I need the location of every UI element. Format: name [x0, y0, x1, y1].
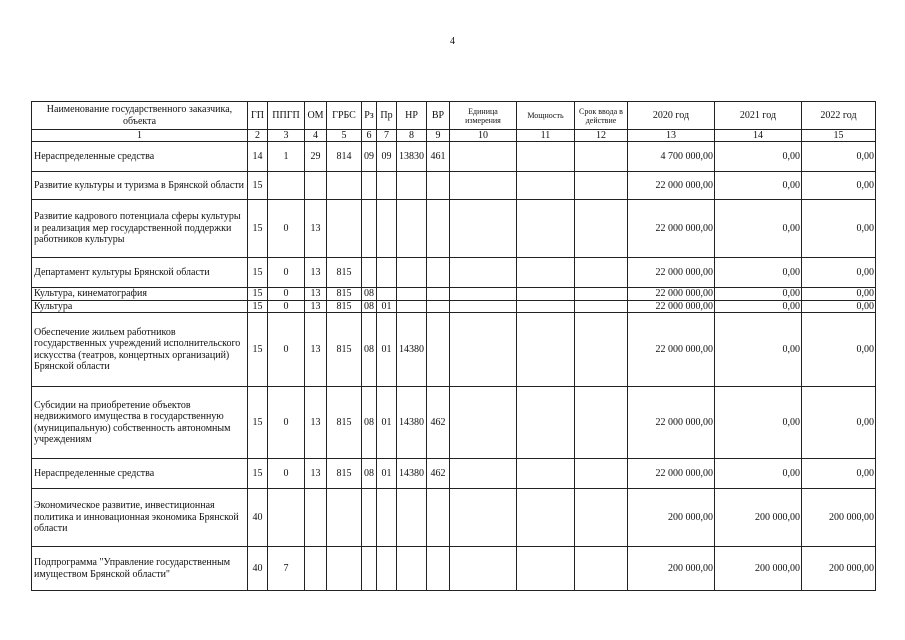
cell-ppgp: 0	[268, 313, 305, 387]
cell-vr	[427, 200, 450, 258]
cell-pr: 01	[377, 313, 397, 387]
cell-grbs: 815	[327, 300, 362, 313]
row-name: Обеспечение жильем работников государственных учреждений исполнительского искусства (театров, концертных организаций) Брянской области	[32, 313, 248, 387]
cell-commissioning	[575, 200, 628, 258]
table-row	[32, 489, 876, 547]
cell-2020: 22 000 000,00	[628, 459, 715, 489]
cell-2021: 0,00	[715, 459, 802, 489]
column-number: 6	[362, 130, 377, 142]
cell-rz: 08	[362, 313, 377, 387]
cell-2021: 0,00	[715, 258, 802, 288]
row-name: Субсидии на приобретение объектов недвижимого имущества в государственную (муниципальную) собственность автономным учреждениям	[32, 387, 248, 459]
header-vr: ВР	[427, 102, 450, 130]
page-number: 4	[450, 36, 455, 47]
cell-vr	[427, 313, 450, 387]
cell-commissioning	[575, 142, 628, 172]
cell-vr: 462	[427, 459, 450, 489]
cell-unit	[450, 459, 517, 489]
row-name: Развитие кадрового потенциала сферы культуры и реализация мер государственной поддержки работников культуры	[32, 200, 248, 258]
header-om: ОМ	[305, 102, 327, 130]
cell-2020: 22 000 000,00	[628, 313, 715, 387]
cell-om: 13	[305, 313, 327, 387]
header-ppgp: ППГП	[268, 102, 305, 130]
cell-om: 13	[305, 387, 327, 459]
column-number: 10	[450, 130, 517, 142]
cell-gp: 14	[248, 142, 268, 172]
row-name: Нераспределенные средства	[32, 142, 248, 172]
cell-rz: 09	[362, 142, 377, 172]
cell-pr: 09	[377, 142, 397, 172]
cell-2021: 200 000,00	[715, 489, 802, 547]
cell-gp: 15	[248, 258, 268, 288]
column-number: 14	[715, 130, 802, 142]
cell-commissioning	[575, 489, 628, 547]
cell-ppgp: 0	[268, 459, 305, 489]
row-name: Подпрограмма "Управление государственным имуществом Брянской области"	[32, 547, 248, 591]
cell-2022: 0,00	[802, 387, 876, 459]
table-row	[32, 387, 876, 459]
cell-om: 13	[305, 288, 327, 301]
cell-2022: 0,00	[802, 459, 876, 489]
header-2021: 2021 год	[715, 102, 802, 130]
cell-gp: 15	[248, 300, 268, 313]
cell-2021: 0,00	[715, 288, 802, 301]
cell-pr: 01	[377, 459, 397, 489]
cell-ppgp: 0	[268, 387, 305, 459]
cell-nr: 13830	[397, 142, 427, 172]
cell-unit	[450, 313, 517, 387]
cell-commissioning	[575, 300, 628, 313]
cell-rz	[362, 547, 377, 591]
header-row	[32, 102, 876, 130]
cell-om	[305, 489, 327, 547]
cell-gp: 15	[248, 200, 268, 258]
cell-2022: 0,00	[802, 300, 876, 313]
cell-grbs	[327, 200, 362, 258]
cell-capacity	[517, 142, 575, 172]
cell-om: 13	[305, 459, 327, 489]
cell-unit	[450, 258, 517, 288]
cell-pr	[377, 489, 397, 547]
header-2022: 2022 год	[802, 102, 876, 130]
header-capacity: Мощность	[517, 102, 575, 130]
column-number: 8	[397, 130, 427, 142]
cell-grbs	[327, 172, 362, 200]
cell-2021: 200 000,00	[715, 547, 802, 591]
cell-rz: 08	[362, 387, 377, 459]
cell-nr	[397, 300, 427, 313]
cell-grbs: 815	[327, 387, 362, 459]
cell-rz: 08	[362, 288, 377, 301]
cell-2020: 4 700 000,00	[628, 142, 715, 172]
cell-ppgp: 7	[268, 547, 305, 591]
cell-om	[305, 547, 327, 591]
column-number: 5	[327, 130, 362, 142]
cell-unit	[450, 200, 517, 258]
cell-2021: 0,00	[715, 313, 802, 387]
table-row	[32, 313, 876, 387]
cell-grbs	[327, 489, 362, 547]
header-commissioning: Срок ввода в действие	[575, 102, 628, 130]
cell-pr	[377, 258, 397, 288]
header-name: Наименование государственного заказчика, объекта	[32, 102, 248, 130]
cell-om: 13	[305, 200, 327, 258]
cell-pr: 01	[377, 387, 397, 459]
table-row	[32, 142, 876, 172]
cell-2021: 0,00	[715, 200, 802, 258]
cell-gp: 40	[248, 547, 268, 591]
table-row	[32, 258, 876, 288]
table-row	[32, 172, 876, 200]
cell-ppgp	[268, 172, 305, 200]
cell-om: 29	[305, 142, 327, 172]
cell-vr	[427, 300, 450, 313]
column-number: 9	[427, 130, 450, 142]
cell-grbs: 815	[327, 459, 362, 489]
cell-rz	[362, 489, 377, 547]
cell-2022: 0,00	[802, 313, 876, 387]
cell-ppgp: 0	[268, 288, 305, 301]
cell-vr	[427, 489, 450, 547]
column-number: 1	[32, 130, 248, 142]
cell-pr	[377, 547, 397, 591]
cell-unit	[450, 547, 517, 591]
cell-unit	[450, 288, 517, 301]
cell-commissioning	[575, 313, 628, 387]
column-number: 15	[802, 130, 876, 142]
row-name: Культура	[32, 300, 248, 313]
header-unit: Единица измерения	[450, 102, 517, 130]
table-row	[32, 459, 876, 489]
cell-2021: 0,00	[715, 142, 802, 172]
cell-vr: 462	[427, 387, 450, 459]
cell-2020: 22 000 000,00	[628, 172, 715, 200]
column-number: 11	[517, 130, 575, 142]
cell-rz	[362, 200, 377, 258]
cell-pr	[377, 172, 397, 200]
cell-grbs	[327, 547, 362, 591]
cell-2022: 0,00	[802, 200, 876, 258]
header-2020: 2020 год	[628, 102, 715, 130]
row-name: Культура, кинематография	[32, 288, 248, 301]
column-number-row	[32, 130, 876, 142]
cell-commissioning	[575, 547, 628, 591]
cell-capacity	[517, 300, 575, 313]
cell-ppgp	[268, 489, 305, 547]
cell-commissioning	[575, 258, 628, 288]
header-rz: Рз	[362, 102, 377, 130]
cell-vr	[427, 258, 450, 288]
cell-capacity	[517, 547, 575, 591]
cell-2022: 0,00	[802, 258, 876, 288]
column-number: 2	[248, 130, 268, 142]
table-row	[32, 200, 876, 258]
cell-unit	[450, 300, 517, 313]
cell-grbs: 815	[327, 288, 362, 301]
cell-rz	[362, 258, 377, 288]
cell-nr	[397, 172, 427, 200]
cell-2022: 200 000,00	[802, 489, 876, 547]
cell-2020: 22 000 000,00	[628, 258, 715, 288]
cell-capacity	[517, 459, 575, 489]
cell-ppgp: 1	[268, 142, 305, 172]
cell-vr	[427, 547, 450, 591]
cell-capacity	[517, 313, 575, 387]
cell-nr: 14380	[397, 313, 427, 387]
cell-2020: 22 000 000,00	[628, 300, 715, 313]
cell-capacity	[517, 200, 575, 258]
cell-2021: 0,00	[715, 172, 802, 200]
cell-rz: 08	[362, 300, 377, 313]
cell-grbs: 814	[327, 142, 362, 172]
cell-commissioning	[575, 387, 628, 459]
cell-unit	[450, 172, 517, 200]
cell-ppgp: 0	[268, 200, 305, 258]
cell-2020: 200 000,00	[628, 489, 715, 547]
cell-commissioning	[575, 172, 628, 200]
cell-capacity	[517, 288, 575, 301]
cell-gp: 15	[248, 288, 268, 301]
cell-2020: 22 000 000,00	[628, 200, 715, 258]
cell-2021: 0,00	[715, 387, 802, 459]
cell-gp: 15	[248, 459, 268, 489]
column-number: 13	[628, 130, 715, 142]
table-row	[32, 300, 876, 313]
cell-commissioning	[575, 288, 628, 301]
cell-unit	[450, 489, 517, 547]
cell-2020: 22 000 000,00	[628, 387, 715, 459]
cell-2022: 200 000,00	[802, 547, 876, 591]
row-name: Нераспределенные средства	[32, 459, 248, 489]
cell-2022: 0,00	[802, 172, 876, 200]
row-name: Департамент культуры Брянской области	[32, 258, 248, 288]
row-name: Экономическое развитие, инвестиционная политика и инновационная экономика Брянской области	[32, 489, 248, 547]
cell-pr: 01	[377, 300, 397, 313]
cell-gp: 15	[248, 313, 268, 387]
column-number: 3	[268, 130, 305, 142]
cell-2022: 0,00	[802, 142, 876, 172]
cell-2020: 22 000 000,00	[628, 288, 715, 301]
header-pr: Пр	[377, 102, 397, 130]
cell-capacity	[517, 489, 575, 547]
header-grbs: ГРБС	[327, 102, 362, 130]
column-number: 4	[305, 130, 327, 142]
cell-ppgp: 0	[268, 300, 305, 313]
cell-vr	[427, 172, 450, 200]
cell-rz: 08	[362, 459, 377, 489]
cell-vr: 461	[427, 142, 450, 172]
cell-vr	[427, 288, 450, 301]
cell-gp: 40	[248, 489, 268, 547]
cell-om: 13	[305, 300, 327, 313]
header-nr: НР	[397, 102, 427, 130]
cell-grbs: 815	[327, 313, 362, 387]
cell-capacity	[517, 172, 575, 200]
cell-nr	[397, 288, 427, 301]
cell-ppgp: 0	[268, 258, 305, 288]
header-gp: ГП	[248, 102, 268, 130]
budget-table	[31, 101, 876, 591]
cell-capacity	[517, 258, 575, 288]
cell-grbs: 815	[327, 258, 362, 288]
cell-2022: 0,00	[802, 288, 876, 301]
cell-unit	[450, 387, 517, 459]
cell-unit	[450, 142, 517, 172]
cell-commissioning	[575, 459, 628, 489]
cell-gp: 15	[248, 172, 268, 200]
table-row	[32, 547, 876, 591]
cell-2020: 200 000,00	[628, 547, 715, 591]
cell-gp: 15	[248, 387, 268, 459]
cell-nr: 14380	[397, 387, 427, 459]
cell-nr	[397, 547, 427, 591]
column-number: 7	[377, 130, 397, 142]
cell-capacity	[517, 387, 575, 459]
cell-nr: 14380	[397, 459, 427, 489]
cell-nr	[397, 489, 427, 547]
cell-pr	[377, 200, 397, 258]
cell-nr	[397, 200, 427, 258]
cell-om: 13	[305, 258, 327, 288]
cell-pr	[377, 288, 397, 301]
cell-om	[305, 172, 327, 200]
column-number: 12	[575, 130, 628, 142]
cell-nr	[397, 258, 427, 288]
table-row	[32, 288, 876, 301]
row-name: Развитие культуры и туризма в Брянской области	[32, 172, 248, 200]
cell-2021: 0,00	[715, 300, 802, 313]
cell-rz	[362, 172, 377, 200]
